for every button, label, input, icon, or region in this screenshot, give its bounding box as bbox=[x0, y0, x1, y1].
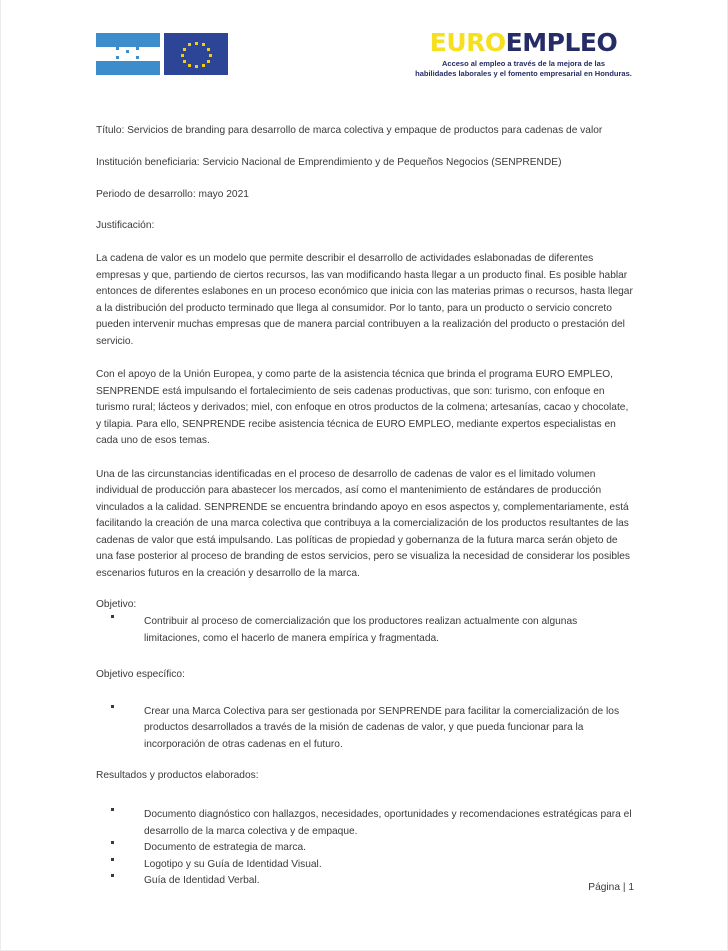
list-resultados bbox=[96, 807, 636, 890]
bullet-square-icon bbox=[111, 858, 114, 861]
logo-text-empleo: EMPLEO bbox=[505, 28, 618, 57]
heading-resultados: Resultados y productos elaborados: bbox=[96, 770, 259, 782]
list-item bbox=[96, 840, 636, 857]
list-item-label: Logotipo y su Guía de Identidad Visual. bbox=[144, 858, 322, 870]
list-item bbox=[96, 857, 636, 874]
page-number-label: Página | 1 bbox=[588, 882, 634, 893]
bullet-square-icon bbox=[111, 808, 114, 811]
list-item bbox=[96, 614, 636, 647]
page-footer bbox=[1, 882, 727, 893]
header-flags bbox=[96, 33, 228, 75]
heading-justificacion: Justificación: bbox=[96, 220, 155, 232]
list-item-label: Contribuir al proceso de comercialización que los productores realizan actualmente con algunas limitaciones, como el hacerlo de manera empírica y fragmentada. bbox=[144, 616, 578, 644]
european-union-flag-icon bbox=[164, 33, 228, 75]
heading-objetivo-especifico: Objetivo específico: bbox=[96, 669, 185, 681]
list-item-label: Crear una Marca Colectiva para ser gestionada por SENPRENDE para facilitar la comercialización de los productos desarrollados a través de la misión de cadenas de valor, y que pueda funcionar para la incorporación de otras cadenas en el futuro. bbox=[144, 705, 620, 750]
paragraph-justificacion-2: Con el apoyo de la Unión Europea, y como parte de la asistencia técnica que brinda el programa EURO EMPLEO, SENPRENDE está impulsando el fortalecimiento de seis cadenas productivas, que son: turismo, con enfoque en turismo rural; lácteos y derivados; miel, con enfoque en otros productos de la colmena; artesanías, cacao y chocolate, y tilapia. Para ello, SENPRENDE recibe asistencia técnica de EURO EMPLEO, mediante expertos especialistas en cada uno de esos temas. bbox=[96, 369, 629, 447]
list-item bbox=[96, 704, 636, 754]
list-objetivo bbox=[96, 614, 636, 647]
field-institucion-beneficiaria: Institución beneficiaria: Servicio Nacional de Emprendimiento y de Pequeños Negocios (SENPRENDE) bbox=[96, 156, 562, 168]
document-header bbox=[1, 0, 727, 98]
list-item-label: Guía de Identidad Verbal. bbox=[144, 875, 260, 887]
bullet-square-icon bbox=[111, 841, 114, 844]
paragraph-justificacion-1: La cadena de valor es un modelo que permite describir el desarrollo de actividades eslabonadas de diferentes empresas y que, partiendo de ciertos recursos, las van modificando hasta llegar a un producto final. Es posible hablar entonces de diferentes eslabones en un proceso económico que inicia con las materias primas o recursos, hasta llegar a la distribución del producto terminado que llega al consumidor. Por lo tanto, para un producto o servicio concreto pueden intervenir muchas empresas que de manera parcial contribuyen a la realización del producto o prestación del servicio. bbox=[96, 253, 633, 347]
paragraph-justificacion-3: Una de las circunstancias identificadas en el proceso de desarrollo de cadenas de valor es el limitado volumen individual de producción para abastecer los mercados, así como el mantenimiento de estándares de producción vinculados a la calidad. SENPRENDE se encuentra brindando apoyo en esos aspectos y, complementariamente, está facilitando la creación de una marca colectiva que contribuya a la comercialización de los productos resultantes de las cadenas de valor que está impulsando. Las políticas de propiedad y gobernanza de la futura marca serán objeto de una fase posterior al proceso de branding de estos servicios, pero se visualiza la necesidad de considerar los posibles escenarios futuros en la creación y desarrollo de la marca. bbox=[96, 468, 631, 579]
document-body bbox=[96, 125, 636, 890]
list-objetivo-especifico bbox=[96, 704, 636, 754]
logo-tagline bbox=[411, 59, 636, 79]
bullet-square-icon bbox=[111, 874, 114, 877]
list-item bbox=[96, 807, 636, 840]
honduras-flag-icon bbox=[96, 33, 160, 75]
field-periodo-desarrollo: Periodo de desarrollo: mayo 2021 bbox=[96, 188, 249, 200]
list-item-label: Documento diagnóstico con hallazgos, necesidades, oportunidades y recomendaciones estratégicas para el desarrollo de la marca colectiva y de empaque. bbox=[144, 809, 632, 837]
logo-tagline-line-2: habilidades laborales y el fomento empresarial en Honduras. bbox=[415, 69, 632, 79]
bullet-square-icon bbox=[111, 615, 114, 618]
euroempleo-wordmark bbox=[411, 30, 636, 55]
heading-objetivo: Objetivo: bbox=[96, 599, 137, 611]
bullet-square-icon bbox=[111, 705, 114, 708]
field-titulo: Título: Servicios de branding para desarrollo de marca colectiva y empaque de productos para cadenas de valor bbox=[96, 125, 603, 136]
logo-tagline-line-1: Acceso al empleo a través de la mejora de las bbox=[441, 59, 605, 68]
list-item-label: Documento de estrategia de marca. bbox=[144, 842, 306, 854]
euroempleo-logo bbox=[411, 30, 636, 79]
logo-text-euro: EURO bbox=[429, 28, 506, 57]
